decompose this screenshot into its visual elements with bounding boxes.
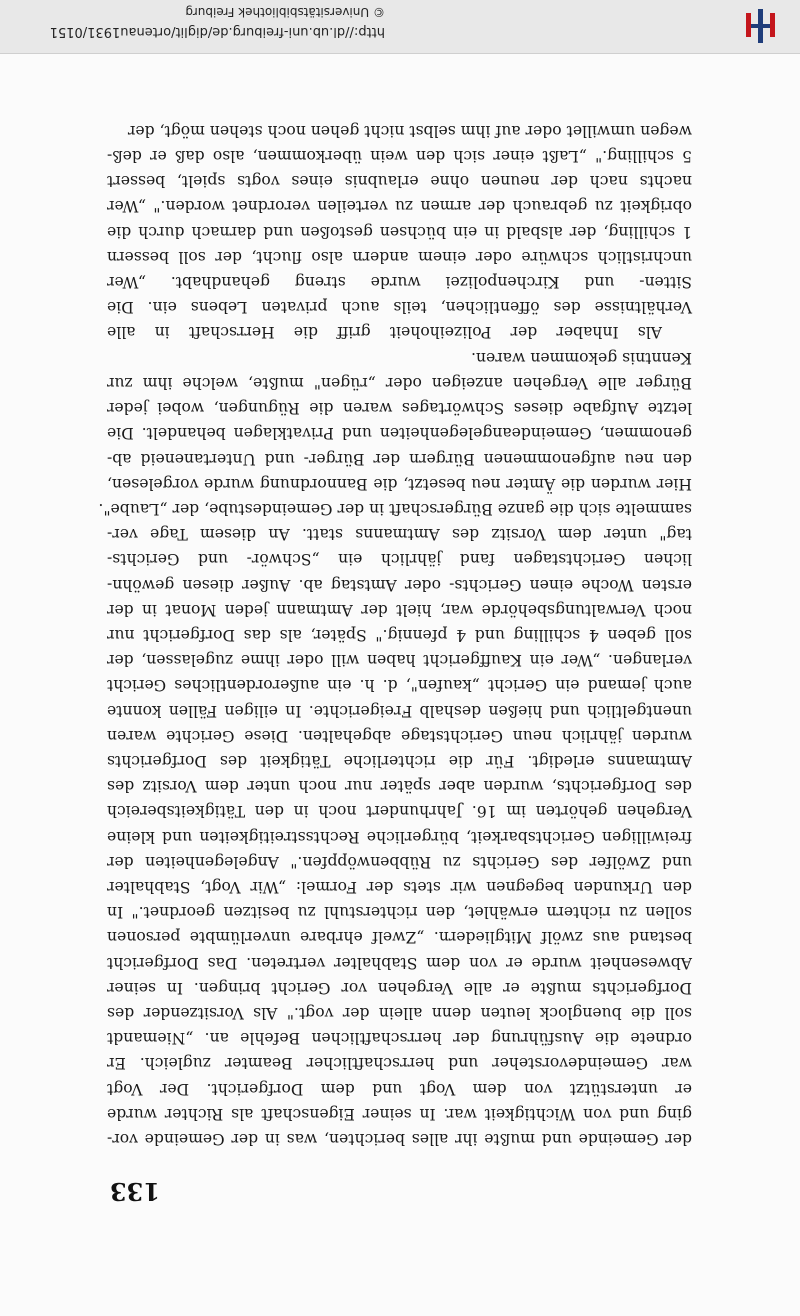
text-line: Hier wurden die Ämter neu besetzt, die Bannordnung wurde vorgelesen, — [107, 474, 692, 493]
text-line: tag" unter dem Vorsitz des Amtmanns statt. An diesem Tage ver- — [107, 525, 692, 544]
page-number: 133 — [109, 1177, 160, 1206]
text-line: sollen zu richtern erwählet, den richterstuhl zu besitzen geordnet." In — [107, 903, 692, 922]
text-line: Vergehen gehörten im 16. Jahrhundert noch in den Tätigkeitsbereich — [107, 802, 692, 821]
ub-freiburg-logo-icon — [740, 5, 780, 45]
text-line: bestand aus zwölf Mitgliedern. „Zwelf ehrbare unverlümbte personen — [107, 928, 692, 947]
text-line: 5 schilling." „Laßt einer sich den wein überkommen, also daß er deß- — [107, 147, 692, 166]
text-line: sammelte sich die ganze Bürgerschaft in der Gemeindestube, der „Laube". — [98, 499, 692, 518]
text-line: lichen Gerichtstagen fand jährlich ein „Schwör- und Gerichts- — [107, 550, 692, 569]
text-line: Dorfgerichts mußte er alle Vergehen vor Gericht bringen. In seiner — [107, 978, 692, 997]
text-line: der Gemeinde und mußte ihr alles berichten, was in der Gemeinde vor- — [107, 1130, 692, 1148]
text-line: den Urkunden begegnen wir stets der Formel: „Wir Vogt, Stabhalter — [107, 877, 692, 896]
text-line: ersten Woche einen Gerichts- oder Amtstag ab. Außer diesen gewöhn- — [107, 575, 692, 594]
text-line: wurden jährlich neun Gerichtstage abgehalten. Diese Gerichte waren — [107, 726, 692, 745]
text-line: nachts nach der neunen ohne erlaubnis eines vogts spielt, bessert — [107, 172, 692, 191]
text-line: unchristlich schwüre oder einem andern also flucht, der soll bessern — [107, 247, 692, 266]
text-line: Amtmanns erledigt. Für die richterliche Tätigkeit des Dorfgerichts — [107, 751, 692, 770]
text-line: den neu aufgenommenen Bürgern der Bürger- und Untertaneneid ab- — [107, 449, 692, 468]
body-text — [98, 118, 692, 1151]
text-line: ordnete die Ausführung der herrschaftlichen Befehle an. „Niemandt — [107, 1029, 692, 1048]
footer-copyright: © Universitätsbibliothek Freiburg — [185, 5, 385, 19]
text-line: Als Inhaber der Polizeihoheit griff die Herrschaft in alle — [107, 323, 662, 342]
text-line: war Gemeindevorsteher und herrschaftlicher Beamter zugleich. Er — [107, 1054, 692, 1073]
text-line: er unterstützt von dem Vogt und dem Dorfgericht. Der Vogt — [107, 1079, 692, 1098]
text-line: Verhältnisse des öffentlichen, teils auch privaten Lebens ein. Die — [107, 298, 692, 317]
text-line: Kenntnis gekommen waren. — [471, 348, 692, 367]
text-line: soll die buenglock leuten denn allein der vogt." Als Vorsitzender des — [107, 1003, 692, 1022]
text-line: letzte Aufgabe dieses Schwörtages waren die Rügungen, wobei jeder — [107, 399, 692, 418]
text-line: auch jemand ein Gericht „kaufen", d. h. ein außerordentliches Gericht — [107, 676, 692, 695]
footer-url[interactable]: http://dl.ub.uni-freiburg.de/diglit/ortenau1931/0151 — [49, 24, 385, 39]
text-line: ging und von Wichtigkeit war. In seiner Eigenschaft als Richter wurde — [107, 1104, 692, 1123]
text-line: soll geben 4 schilling und 4 pfennig." Später, als das Dorfgericht nur — [107, 625, 692, 644]
text-line: und Zwölfer des Gerichts zu Rübbenwöppfen." Angelegenheiten der — [107, 852, 692, 871]
text-line: 1 schilling, der alsbald in ein büchsen gestoßen und darnach durch die — [107, 222, 692, 241]
text-line: Abwesenheit wurde er von dem Stabhalter vertreten. Das Dorfgericht — [107, 953, 692, 972]
book-page — [0, 54, 800, 1316]
text-line: unentgeltlich und hießen deshalb Freigerichte. In eiligen Fällen konnte — [107, 701, 692, 720]
text-line: wegen umwillet oder auf ihm selbst nicht gehen noch stehen mögt, der — [127, 121, 692, 140]
text-line: des Dorfgerichts, wurden aber später nur noch unter dem Vorsitz des — [107, 777, 692, 796]
text-line: Bürger alle Vergehen anzeigen oder „rügen" mußte, welche ihm zur — [107, 373, 692, 392]
text-line: Sitten- und Kirchenpolizei wurde streng gehandhabt. „Wer — [107, 273, 692, 292]
text-line: noch Verwaltungsbehörde war, hielt der Amtmann jeden Monat in der — [107, 600, 692, 619]
text-line: obrigkeit zu gebrauch der armen zu verteilen verordnet worden." „Wer — [107, 197, 692, 216]
footer-bar — [0, 0, 800, 54]
text-line: genommen, Gemeindeangelegenheiten und Privatklagen behandelt. Die — [107, 424, 692, 443]
text-line: verlangen. „Wer ein Kauffgericht haben will oder ihme zugelassen, der — [107, 651, 692, 670]
text-line: freiwilligen Gerichtsbarkeit, bürgerliche Rechtsstreitigkeiten und kleine — [107, 827, 692, 846]
